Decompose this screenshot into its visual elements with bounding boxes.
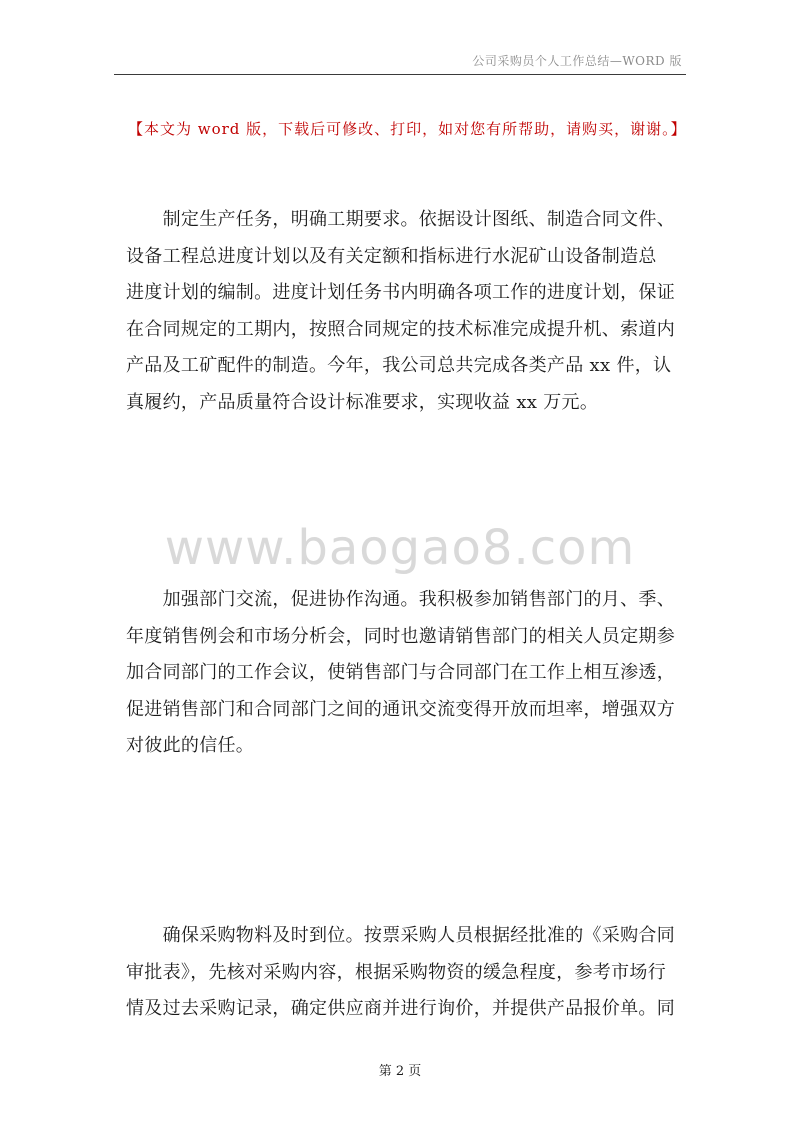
paragraph-line: 情及过去采购记录，确定供应商并进行询价，并提供产品报价单。同 [126, 998, 675, 1019]
paragraph-production-tasks [126, 202, 686, 421]
paragraph-line: 加合同部门的工作会议，使销售部门与合同部门在工作上相互渗透， [126, 662, 675, 683]
paragraph-line: 产品及工矿配件的制造。今年，我公司总共完成各类产品 xx 件，认 [126, 355, 672, 376]
paragraph-line: 真履约，产品质量符合设计标准要求，实现收益 xx 万元。 [126, 391, 599, 413]
watermark: www.baogao8.com [164, 520, 636, 576]
paragraph-line: 在合同规定的工期内，按照合同规定的技术标准完成提升机、索道内 [126, 318, 675, 340]
document-header-title: 公司采购员个人工作总结—WORD 版 [472, 54, 682, 68]
paragraph-line: 进度计划的编制。进度计划任务书内明确各项工作的进度计划，保证 [126, 282, 675, 303]
paragraph-line: 确保采购物料及时到位。按票采购人员根据经批准的《采购合同 [126, 925, 675, 946]
paragraph-line: 年度销售例会和市场分析会，同时也邀请销售部门的相关人员定期参 [126, 625, 675, 647]
paragraph-line: 促进销售部门和合同部门之间的通讯交流变得开放而坦率，增强双方 [126, 698, 675, 720]
paragraph-line: 对彼此的信任。 [126, 735, 255, 756]
paragraph-department-communication [126, 582, 686, 765]
purchase-notice: 【本文为 word 版，下载后可修改、打印，如对您有所帮助，请购买，谢谢。】 [128, 120, 687, 138]
paragraph-line: 设备工程总进度计划以及有关定额和指标进行水泥矿山设备制造总 [126, 245, 657, 267]
paragraph-line: 加强部门交流，促进协作沟通。我积极参加销售部门的月、季、 [126, 589, 675, 610]
paragraph-line: 制定生产任务，明确工期要求。依据设计图纸、制造合同文件、 [126, 209, 675, 230]
page-number: 第 2 页 [378, 1064, 422, 1079]
paragraph-procurement-materials [126, 918, 686, 1028]
paragraph-line: 审批表》，先核对采购内容，根据采购物资的缓急程度，参考市场行 [126, 961, 666, 983]
header-divider [114, 74, 686, 75]
